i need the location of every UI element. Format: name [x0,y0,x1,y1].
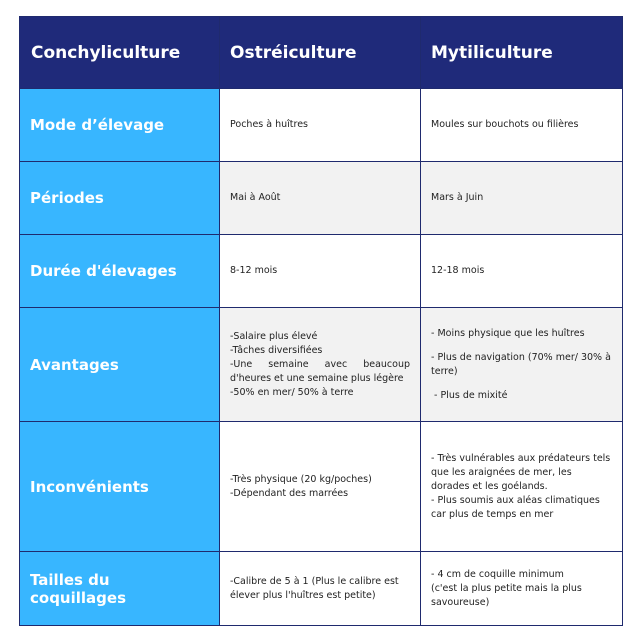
cell-line: 8-12 mois [230,265,278,276]
cell-line: -50% en mer/ 50% à terre [230,386,354,398]
table-row [20,235,623,308]
cell-line: - 4 cm de coquille minimum [431,568,564,580]
header-mytiliculture: Mytiliculture [421,17,623,89]
table-row [20,422,623,552]
cell-line: - Plus soumis aux aléas climatiques car plus de temps en mer [431,494,600,520]
cell-line: -Salaire plus élevé [230,330,318,342]
cell-line: Moules sur bouchots ou filières [431,119,579,130]
cell-line: - Très vulnérables aux prédateurs tels que les araignées de mer, les dorades et les goélands. [431,452,611,492]
myti-cell [421,308,623,422]
cell-line: Mai à Août [230,192,281,203]
myti-cell [421,422,623,552]
ostrei-cell [220,89,421,162]
table-row [20,162,623,235]
cell-line: 12-18 mois [431,265,485,276]
myti-cell [421,162,623,235]
cell-line: Mars à Juin [431,192,484,203]
cell-line: -Dépendant des marrées [230,487,349,499]
cell-line: Poches à huîtres [230,119,308,130]
header-ostreiculture: Ostréiculture [220,17,421,89]
table-row [20,552,623,626]
cell-line: -Tâches diversifiées [230,344,323,356]
table-row [20,308,623,422]
cell-line: - Plus de navigation (70% mer/ 30% à terre) [431,351,611,377]
row-label: Inconvénients [20,422,220,552]
table-row [20,89,623,162]
ostrei-cell [220,308,421,422]
ostrei-cell [220,162,421,235]
cell-line: -Une semaine avec beaucoup d'heures et une semaine plus légère [230,358,410,384]
row-label: Durée d'élevages [20,235,220,308]
header-row [20,17,623,89]
cell-line: (c'est la plus petite mais la plus savoureuse) [431,582,582,608]
row-label: Tailles du coquillages [20,552,220,626]
myti-cell [421,89,623,162]
myti-cell [421,235,623,308]
cell-line: - Moins physique que les huîtres [431,327,585,339]
row-label: Périodes [20,162,220,235]
header-conchyliculture: Conchyliculture [20,17,220,89]
row-label: Avantages [20,308,220,422]
cell-line: -Calibre de 5 à 1 (Plus le calibre est élever plus l'huîtres est petite) [230,575,399,601]
row-label: Mode d’élevage [20,89,220,162]
cell-line: - Plus de mixité [431,389,508,401]
comparison-table [19,16,623,626]
ostrei-cell [220,422,421,552]
myti-cell [421,552,623,626]
cell-line: -Très physique (20 kg/poches) [230,473,372,485]
ostrei-cell [220,235,421,308]
ostrei-cell [220,552,421,626]
